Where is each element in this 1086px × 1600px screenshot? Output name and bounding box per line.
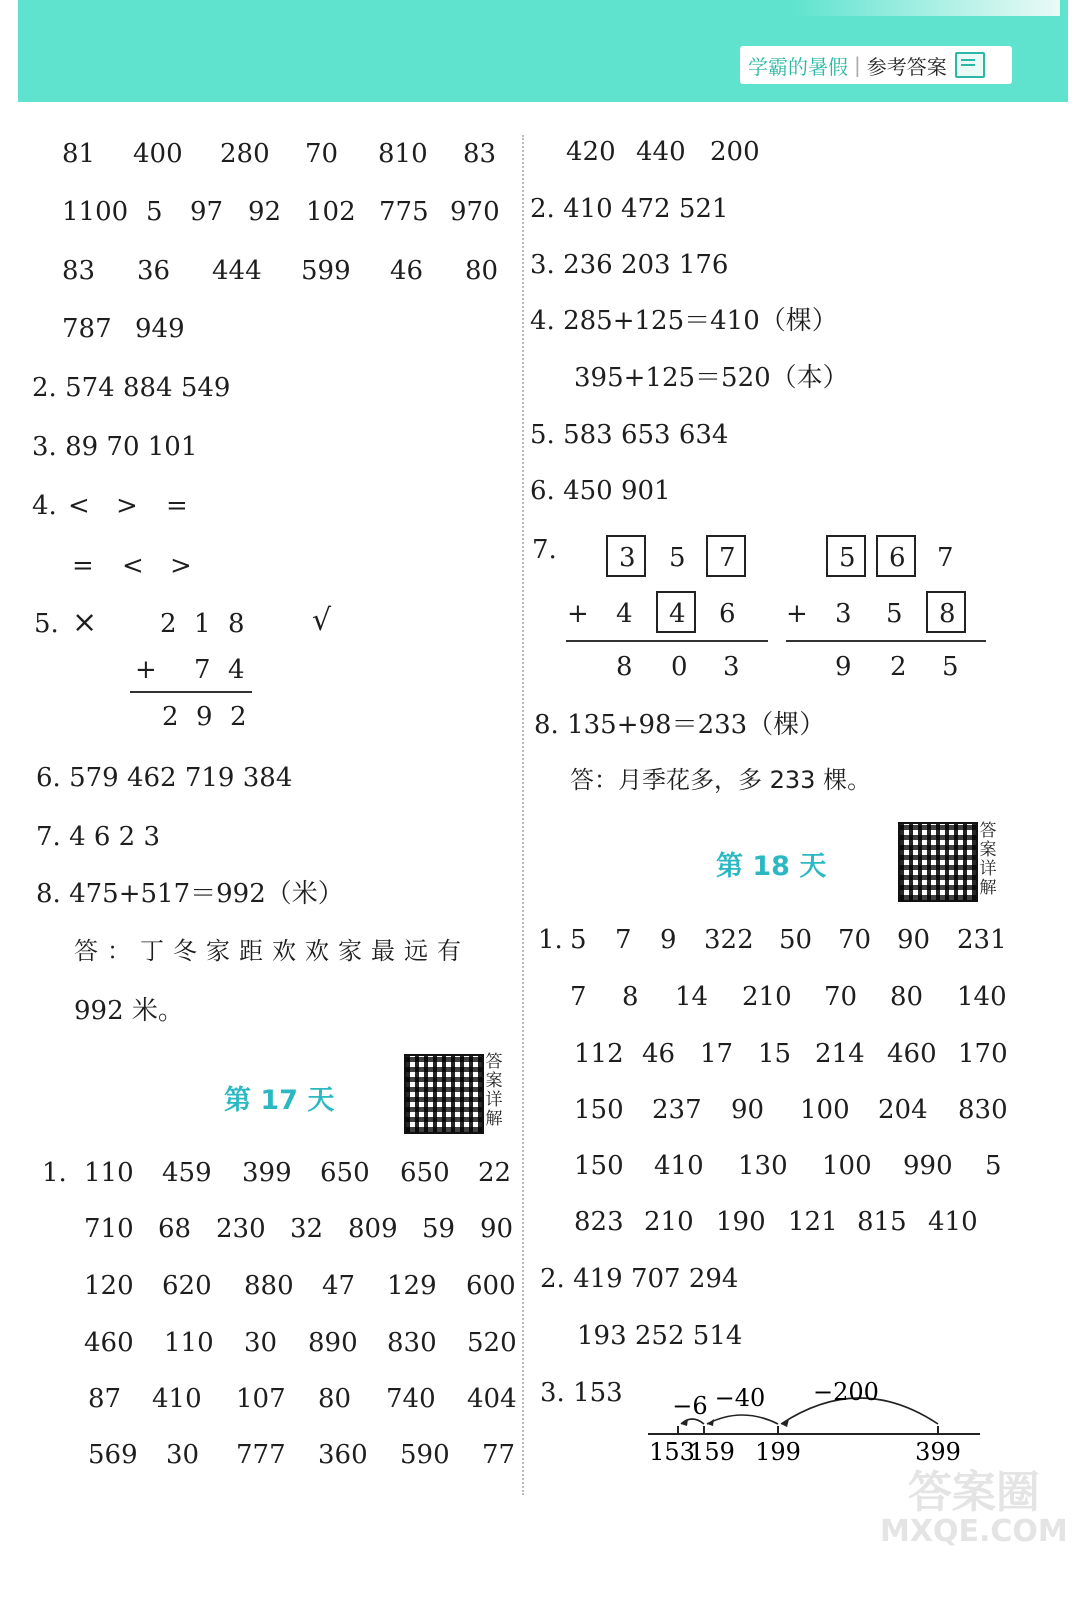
calc-digit: 7 [194,655,211,685]
qr-code-icon[interactable] [898,822,978,902]
answer-value: 77 [482,1440,516,1470]
answer-value: 107 [236,1384,286,1414]
answer-q4-equation: 395+125＝520（本） [574,363,849,393]
answer-value: 97 [190,197,224,227]
qr-label: 答案详解 [979,821,997,898]
tick-label: 399 [915,1438,961,1466]
answer-value: 990 [903,1151,953,1181]
jump-label: −200 [813,1378,879,1406]
answer-value: 112 [574,1039,624,1069]
calc-operator: + [567,599,589,629]
calc-digit: 6 [889,543,906,573]
answer-value: 599 [301,256,351,286]
answer-q8-text: 992 米。 [74,996,184,1026]
answer-q4-equation: 4. 285+125＝410（棵） [530,306,838,336]
calc-digit: 8 [616,652,633,682]
answer-value: 150 [574,1151,624,1181]
answer-value: 15 [758,1039,792,1069]
answer-value: 600 [466,1271,516,1301]
answer-value: 100 [822,1151,872,1181]
answer-value: 1100 [62,197,129,227]
calc-digit: 4 [616,599,633,629]
answer-value: 830 [387,1328,437,1358]
answer-value: 740 [386,1384,436,1414]
answer-value: 420 [566,137,616,167]
answer-value: 130 [738,1151,788,1181]
answer-value: 129 [387,1271,437,1301]
calc-digit: 4 [669,599,686,629]
qr-label: 答案详解 [485,1052,503,1129]
answer-value: 410 [928,1207,978,1237]
calc-digit: 7 [937,543,954,573]
answer-value: 110 [164,1328,214,1358]
calc-digit: 9 [196,702,213,732]
answer-value: 9 [660,925,677,955]
answer-q7: 7. 4 6 2 3 [36,822,161,852]
header-separator: | [854,53,861,77]
answer-value: 777 [236,1440,286,1470]
answer-value: 92 [248,197,282,227]
answer-q2: 2. 410 472 521 [530,194,729,224]
calc-digit: 5 [839,543,856,573]
answer-q8-text: 答：月季花多，多 233 棵。 [570,766,872,794]
calc-line [786,640,986,642]
jump-arc [707,1415,778,1424]
answer-value: 80 [465,256,499,286]
answer-value: 890 [308,1328,358,1358]
answer-value: 231 [957,925,1007,955]
answer-value: 22 [478,1158,512,1188]
answer-value: 460 [887,1039,937,1069]
answer-value: 7 [570,982,587,1012]
answer-value: 14 [675,982,709,1012]
answer-value: 280 [220,139,270,169]
check-mark: √ [312,603,332,638]
comparison-sign: < [122,551,144,581]
answer-value: 190 [716,1207,766,1237]
answer-value: 83 [463,139,497,169]
answer-value: 399 [242,1158,292,1188]
answer-value: 17 [700,1039,734,1069]
calc-digit: 8 [939,599,956,629]
answer-value: 200 [710,137,760,167]
jump-label: −6 [672,1392,708,1420]
calc-digit: 7 [719,543,736,573]
calc-line [566,640,768,642]
watermark-text: 答案圈 [907,1467,1040,1518]
answer-value: 787 [62,314,112,344]
answer-q8-equation: 8. 475+517＝992（米） [36,879,344,909]
answer-value: 47 [322,1271,356,1301]
answer-value: 70 [824,982,858,1012]
jump-label: −40 [714,1384,766,1412]
answer-value: 81 [62,139,96,169]
column-divider [522,135,524,1495]
answer-value: 230 [216,1214,266,1244]
calc-digit: 0 [671,652,688,682]
answer-value: 140 [957,982,1007,1012]
comparison-sign: < [68,491,90,521]
comparison-sign: > [170,551,192,581]
tick-label: 153 [649,1438,695,1466]
answer-value: 32 [290,1214,324,1244]
answer-value: 110 [84,1158,134,1188]
answer-q5-label: 5. [34,609,59,639]
watermark-logo [880,1467,1068,1550]
answer-q6: 6. 450 901 [530,476,671,506]
answer-value: 120 [84,1271,134,1301]
calc-digit: 2 [230,702,247,732]
day17-title: 第 17 天 [224,1085,335,1116]
calc-digit: 5 [669,543,686,573]
answer-value: 30 [244,1328,278,1358]
header-banner-fade [790,0,1060,16]
section-label: 参考答案 [866,54,947,79]
calc-operator: + [135,655,157,685]
calc-digit: 8 [228,609,245,639]
book-title: 学霸的暑假 [748,54,848,79]
answer-value: 70 [838,925,872,955]
answer-value: 620 [162,1271,212,1301]
answer-value: 5 [985,1151,1002,1181]
answer-value: 590 [400,1440,450,1470]
answer-value: 170 [958,1039,1008,1069]
answer-value: 87 [88,1384,122,1414]
answer-value: 210 [742,982,792,1012]
answer-value: 204 [878,1095,928,1125]
calc-digit: 5 [942,652,959,682]
answer-value: 460 [84,1328,134,1358]
answer-value: 775 [379,197,429,227]
arrow-head [707,1419,714,1426]
answer-value: 404 [467,1384,517,1414]
answer-value: 830 [958,1095,1008,1125]
answer-value: 90 [731,1095,765,1125]
answer-value: 810 [378,139,428,169]
book-icon [955,52,985,78]
calc-digit: 2 [160,609,177,639]
calc-digit: 3 [619,543,636,573]
answer-value: 410 [152,1384,202,1414]
answer-value: 650 [320,1158,370,1188]
calc-digit: 3 [723,652,740,682]
answer-q5: 5. 583 653 634 [530,420,729,450]
answer-value: 459 [162,1158,212,1188]
answer-q3: 3. 236 203 176 [530,250,729,280]
calc-digit: 2 [890,652,907,682]
tick-label: 199 [755,1438,801,1466]
calc-digit: 9 [835,652,852,682]
answer-value: 400 [133,139,183,169]
answer-value: 8 [622,982,639,1012]
answer-q6: 6. 579 462 719 384 [36,763,293,793]
answer-value: 59 [422,1214,456,1244]
answer-value: 90 [897,925,931,955]
answer-value: 815 [857,1207,907,1237]
calc-digit: 5 [886,599,903,629]
comparison-sign: = [72,551,94,581]
answer-value: 809 [348,1214,398,1244]
answer-value: 237 [652,1095,702,1125]
answer-value: 322 [704,925,754,955]
answer-q8-text: 答：丁冬家距欢欢家最远有 [74,937,470,965]
calc-digit: 4 [228,655,245,685]
answer-q2: 2. 419 707 294 [540,1264,739,1294]
answer-value: 520 [467,1328,517,1358]
answer-value: 214 [815,1039,865,1069]
calc-operator: + [786,599,808,629]
answer-value: 710 [84,1214,134,1244]
answer-value: 102 [306,197,356,227]
answer-value: 444 [212,256,262,286]
answer-value: 46 [642,1039,676,1069]
answer-value: 90 [480,1214,514,1244]
answer-value: 880 [244,1271,294,1301]
answer-value: 50 [779,925,813,955]
answer-value: 83 [62,256,96,286]
comparison-sign: = [166,491,188,521]
answer-q2: 193 252 514 [577,1321,743,1351]
header-tag [740,46,1012,84]
answer-q2: 2. 574 884 549 [32,373,231,403]
wrong-mark: × [72,605,98,640]
answer-value: 440 [636,137,686,167]
day17-q1-label: 1. [42,1158,67,1188]
qr-code-icon[interactable] [404,1054,484,1134]
calc-digit: 2 [162,702,179,732]
answer-value: 80 [318,1384,352,1414]
answer-value: 121 [788,1207,838,1237]
answer-value: 970 [450,197,500,227]
answer-value: 569 [88,1440,138,1470]
answer-value: 80 [890,982,924,1012]
answer-value: 150 [574,1095,624,1125]
answer-value: 7 [615,925,632,955]
day18-q1-label: 1. [538,925,563,955]
answer-value: 650 [400,1158,450,1188]
answer-value: 100 [800,1095,850,1125]
answer-value: 30 [166,1440,200,1470]
answer-value: 210 [644,1207,694,1237]
calc-line [130,691,252,693]
calc-digit: 6 [719,599,736,629]
watermark-text: MXQE.COM [880,1514,1068,1550]
comparison-sign: > [116,491,138,521]
calc-digit: 1 [194,609,211,639]
answer-q8-equation: 8. 135+98＝233（棵） [534,710,826,740]
answer-q4-label: 4. [32,491,57,521]
answer-value: 70 [305,139,339,169]
answer-value: 46 [390,256,424,286]
day18-title: 第 18 天 [716,851,827,882]
answer-value: 36 [137,256,171,286]
answer-q7-label: 7. [532,535,557,565]
answer-value: 5 [146,197,163,227]
answer-q3-label: 3. 153 [540,1378,623,1408]
answer-value: 360 [318,1440,368,1470]
calc-digit: 3 [835,599,852,629]
answer-value: 5 [570,925,587,955]
tick-label: 159 [689,1438,735,1466]
answer-value: 410 [654,1151,704,1181]
answer-value: 823 [574,1207,624,1237]
answer-q3: 3. 89 70 101 [32,432,198,462]
number-line [640,1376,990,1472]
answer-value: 68 [158,1214,192,1244]
answer-value: 949 [135,314,185,344]
